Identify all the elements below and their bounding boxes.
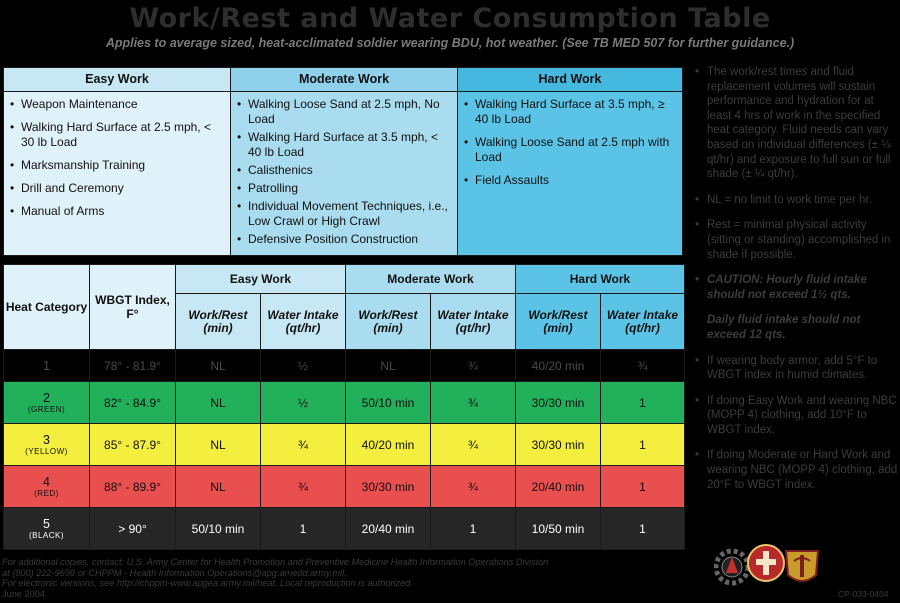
insignia-logos — [714, 541, 824, 589]
moderate-work-rest-cell: 40/20 min — [346, 424, 431, 466]
easy-work-column — [4, 68, 231, 255]
hard-water-intake-cell: ¾ — [601, 350, 685, 382]
easy-water-intake-cell: ½ — [261, 382, 346, 424]
category-color: (YELLOW) — [25, 447, 68, 456]
easy-work-rest-cell: NL — [176, 350, 261, 382]
category-number: 3 — [43, 433, 50, 447]
moderate-work-rest-cell: NL — [346, 350, 431, 382]
hard-water-intake-header: Water Intake (qt/hr) — [601, 294, 685, 350]
table-row — [4, 466, 685, 508]
medical-crest-icon — [786, 551, 818, 581]
heat-category-cell — [4, 508, 90, 550]
moderate-work-header: Moderate Work — [231, 68, 457, 92]
easy-water-intake-cell: ¾ — [261, 466, 346, 508]
moderate-water-intake-cell: 1 — [431, 508, 516, 550]
easy-work-rest-cell: NL — [176, 466, 261, 508]
easy-work-rest-header: Work/Rest (min) — [176, 294, 261, 350]
footer-date: June 2004 — [2, 588, 45, 599]
list-item: • Weapon Maintenance — [10, 97, 224, 112]
category-number: 5 — [43, 517, 50, 531]
note-daily-intake: Daily fluid intake should not exceed 12 qts. — [707, 314, 861, 341]
moderate-water-intake-cell: ¾ — [431, 350, 516, 382]
note-nl-definition: • NL = no limit to work time per hr. — [695, 193, 898, 208]
footer-line: For electronic versions, see http://chppm-www.apgea.army.mil/heat. Local reproduction is authorized. — [2, 578, 413, 589]
footer — [2, 557, 562, 599]
page-title: Work/Rest and Water Consumption Table — [129, 3, 771, 34]
heat-category-cell — [4, 382, 90, 424]
heat-category-table — [3, 264, 685, 550]
heat-category-cell — [4, 350, 90, 382]
wbgt-header: WBGT Index, F° — [90, 265, 176, 350]
table-row — [4, 350, 685, 382]
hard-work-header: Hard Work — [458, 68, 682, 92]
list-item: • Walking Loose Sand at 2.5 mph, No Load — [237, 97, 451, 127]
easy-water-intake-cell: ½ — [261, 350, 346, 382]
easy-work-rest-cell: 50/10 min — [176, 508, 261, 550]
wbgt-cell: 85° - 87.9° — [90, 424, 176, 466]
heat-category-cell — [4, 424, 90, 466]
page-subtitle: Applies to average sized, heat-acclimated soldier wearing BDU, hot weather. (See TB MED 507 for further guidance.) — [105, 36, 795, 50]
category-color: (RED) — [34, 489, 59, 498]
list-item: • Walking Hard Surface at 2.5 mph, < 30 lb Load — [10, 120, 224, 150]
moderate-work-rest-cell: 50/10 min — [346, 382, 431, 424]
moderate-work-group-header: Moderate Work — [346, 265, 516, 294]
list-item: • Field Assaults — [464, 173, 676, 188]
wbgt-cell: 78° - 81.9° — [90, 350, 176, 382]
category-number: 4 — [43, 475, 50, 489]
hard-water-intake-cell: 1 — [601, 382, 685, 424]
heat-category-header: Heat Category — [4, 265, 90, 350]
hard-work-group-header: Hard Work — [516, 265, 685, 294]
category-number: 1 — [43, 358, 50, 373]
table-row — [4, 424, 685, 466]
hard-work-rest-cell: 10/50 min — [516, 508, 601, 550]
footer-line: For additional copies, contact: U.S. Army Center for Health Promotion and Preventive Medicine Health Information Operations Division — [2, 557, 549, 567]
hard-water-intake-cell: 1 — [601, 424, 685, 466]
note-fluid-replacement: • The work/rest times and fluid replacement volumes will sustain performance and hydration for at least 4 hrs of work in the specified heat category. Fluid needs can vary based on individual differences (± ¼ qt/hr) and exposure to full sun or full shade (± ¼ qt/hr). — [695, 65, 898, 182]
hard-work-list — [458, 92, 682, 188]
moderate-work-rest-cell: 20/40 min — [346, 508, 431, 550]
list-item: • Defensive Position Construction — [237, 232, 451, 247]
footer-line: at (800) 222-9698 or CHPPM - Health Information Operations@apg.amedd.army.mil. — [2, 567, 347, 578]
wbgt-cell: 88° - 89.9° — [90, 466, 176, 508]
moderate-water-intake-cell: ¾ — [431, 424, 516, 466]
moderate-work-rest-cell: 30/30 min — [346, 466, 431, 508]
hard-water-intake-cell: 1 — [601, 466, 685, 508]
moderate-work-rest-header: Work/Rest (min) — [346, 294, 431, 350]
note-body-armor: • If wearing body armor, add 5°F to WBGT index in humid climates. — [695, 354, 898, 383]
easy-water-intake-header: Water Intake (qt/hr) — [261, 294, 346, 350]
hard-work-column — [458, 68, 682, 255]
work-types-table — [3, 67, 683, 256]
list-item: • Walking Hard Surface at 3.5 mph, ≥ 40 lb Load — [464, 97, 676, 127]
category-color: (GREEN) — [27, 405, 66, 414]
list-item: • Patrolling — [237, 181, 451, 196]
list-item: • Walking Loose Sand at 2.5 mph with Load — [464, 135, 676, 165]
gear-emblem-icon — [716, 551, 748, 583]
list-item: • Drill and Ceremony — [10, 181, 224, 196]
list-item: • Walking Hard Surface at 3.5 mph, < 40 lb Load — [237, 130, 451, 160]
list-item: • Calisthenics — [237, 163, 451, 178]
note-rest-definition: • Rest = minimal physical activity (sitting or standing) accomplished in shade if possible. — [695, 218, 898, 262]
category-number: 2 — [43, 391, 50, 405]
easy-work-list — [4, 92, 230, 219]
list-item: • Marksmanship Training — [10, 158, 224, 173]
list-item: • Manual of Arms — [10, 204, 224, 219]
table-row — [4, 382, 685, 424]
easy-work-group-header: Easy Work — [176, 265, 346, 294]
moderate-water-intake-cell: ¾ — [431, 382, 516, 424]
medical-seal-icon — [748, 545, 784, 581]
note-caution-hourly: • CAUTION: Hourly fluid intake should not exceed 1½ qts. — [695, 273, 898, 302]
wbgt-cell: 82° - 84.9° — [90, 382, 176, 424]
easy-work-header: Easy Work — [4, 68, 230, 92]
moderate-work-column — [231, 68, 458, 255]
heat-category-cell — [4, 466, 90, 508]
hard-work-rest-header: Work/Rest (min) — [516, 294, 601, 350]
hard-work-rest-cell: 20/40 min — [516, 466, 601, 508]
moderate-work-list — [231, 92, 457, 247]
hard-water-intake-cell: 1 — [601, 508, 685, 550]
moderate-water-intake-header: Water Intake (qt/hr) — [431, 294, 516, 350]
category-color: (BLACK) — [28, 531, 65, 540]
note-nbc-moderate-hard: • If doing Moderate or Hard Work and wearing NBC (MOPP 4) clothing, add 20°F to WBGT index. — [695, 448, 898, 492]
document-code: CP-033-0404 — [838, 589, 889, 599]
wbgt-cell: > 90° — [90, 508, 176, 550]
hard-work-rest-cell: 30/30 min — [516, 382, 601, 424]
hard-work-rest-cell: 30/30 min — [516, 424, 601, 466]
moderate-water-intake-cell: ¾ — [431, 466, 516, 508]
notes-panel — [695, 65, 898, 503]
easy-work-rest-cell: NL — [176, 424, 261, 466]
easy-work-rest-cell: NL — [176, 382, 261, 424]
easy-water-intake-cell: ¾ — [261, 424, 346, 466]
easy-water-intake-cell: 1 — [261, 508, 346, 550]
list-item: • Individual Movement Techniques, i.e., Low Crawl or High Crawl — [237, 199, 451, 229]
table-row — [4, 508, 685, 550]
note-nbc-easy: • If doing Easy Work and wearing NBC (MOPP 4) clothing, add 10°F to WBGT index. — [695, 394, 898, 438]
hard-work-rest-cell: 40/20 min — [516, 350, 601, 382]
